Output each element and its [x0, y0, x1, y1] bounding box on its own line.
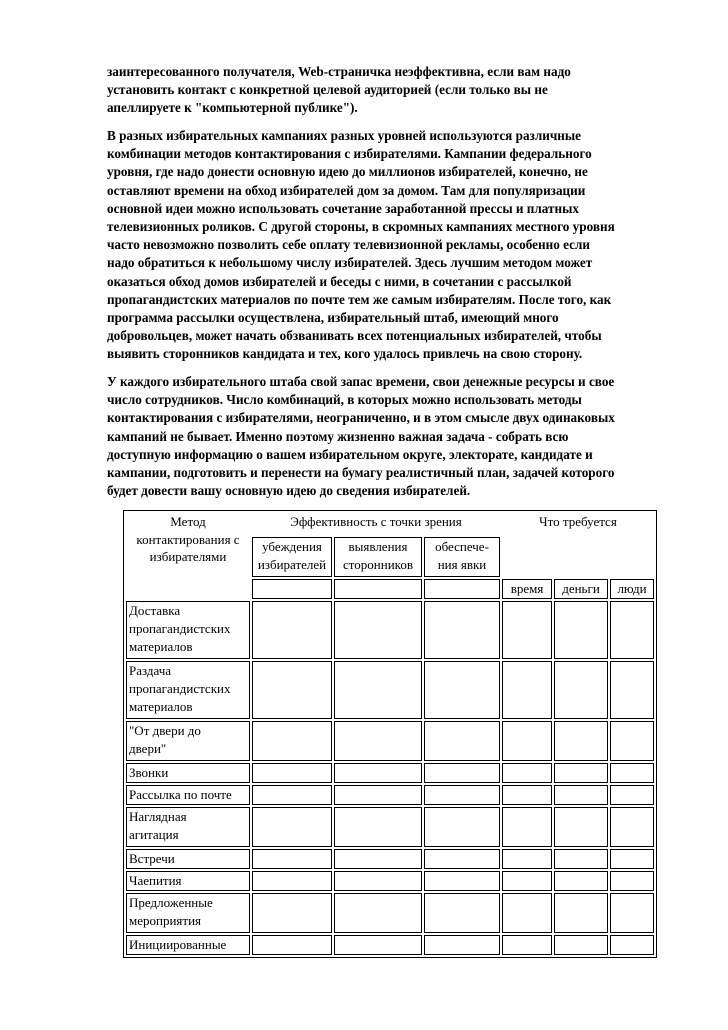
table-cell	[610, 935, 654, 955]
table-cell	[334, 849, 422, 869]
effectiveness-col-header: обеспече- ния явки	[424, 537, 500, 577]
row-label: Инициированные	[126, 935, 250, 955]
table-cell	[252, 763, 332, 783]
table-cell	[252, 721, 332, 761]
table-cell	[252, 849, 332, 869]
table-cell	[502, 871, 552, 891]
table-cell	[554, 721, 608, 761]
table-cell	[502, 807, 552, 847]
table-cell	[424, 871, 500, 891]
table-cell	[334, 935, 422, 955]
table-cell	[334, 763, 422, 783]
table-cell	[554, 871, 608, 891]
table-cell	[252, 871, 332, 891]
table-cell	[610, 721, 654, 761]
table-cell	[334, 601, 422, 659]
header-blank-cell	[424, 579, 500, 599]
requirements-col-header: люди	[610, 579, 654, 599]
table-cell	[502, 661, 552, 719]
requirements-header: Что требуется	[539, 514, 617, 529]
table-cell	[502, 935, 552, 955]
paragraph-3: У каждого избирательного штаба свой запас времени, свои денежные ресурсы и свое число сотрудников. Число комбинаций, в которых можно использовать методы контактирования с избирателями, неограниченно, и в этом смысле двух одинаковых кампаний не бывает. Именно поэтому жизненно важная задача - собрать всю доступную информацию о вашем избирательном округе, электорате, кандидате и кампании, подготовить и перенести на бумагу реалистичный план, задачей которого будет довести вашу основную идею до сведения избирателей.	[107, 374, 615, 499]
table-cell	[424, 763, 500, 783]
table-cell	[334, 893, 422, 933]
table-cell	[424, 807, 500, 847]
row-label: Встречи	[126, 849, 250, 869]
table-cell	[252, 807, 332, 847]
table-cell	[502, 849, 552, 869]
table-cell	[424, 661, 500, 719]
table-cell	[502, 763, 552, 783]
table-cell	[334, 661, 422, 719]
table-cell	[334, 807, 422, 847]
table-cell	[554, 807, 608, 847]
row-label: "От двери до двери"	[126, 721, 250, 761]
row-label: Чаепития	[126, 871, 250, 891]
table-cell	[554, 893, 608, 933]
method-header: Метод контактирования с избирателями	[136, 514, 240, 564]
header-blank-cell	[252, 579, 332, 599]
contact-methods-table	[123, 510, 657, 958]
table-cell	[502, 721, 552, 761]
row-label: Доставка пропагандистских материалов	[126, 601, 250, 659]
table-cell	[252, 661, 332, 719]
table-cell	[610, 849, 654, 869]
table-cell	[424, 893, 500, 933]
paragraph-2: В разных избирательных кампаниях разных уровней используются различные комбинации методов контактирования с избирателями. Кампании федерального уровня, где надо донести основную идею до миллионов избирателей, конечно, не оставляют времени на обход избирателей дом за домом. Там для популяризации основной идеи можно использовать сочетание заработанной прессы и платных телевизионных роликов. С другой стороны, в скромных кампаниях местного уровня часто невозможно позволить себе оплату телевизионной рекламы, особенно если надо обратиться к небольшому числу избирателей. Здесь лучшим методом может оказаться обход домов избирателей и беседы с ними, в сочетании с рассылкой пропагандистских материалов по почте тем же самым избирателям. После того, как программа рассылки осуществлена, избирательный штаб, имеющий много добровольцев, может начать обзванивать всех потенциальных избирателей, чтобы выявить сторонников кандидата и тех, кого удалось привлечь на свою сторону.	[107, 128, 615, 362]
table-cell	[334, 721, 422, 761]
table-cell	[334, 871, 422, 891]
table-cell	[554, 601, 608, 659]
table-cell	[610, 661, 654, 719]
table-cell	[252, 893, 332, 933]
table-cell	[610, 807, 654, 847]
table-cell	[502, 893, 552, 933]
table-cell	[252, 935, 332, 955]
table-cell	[610, 763, 654, 783]
requirements-col-header: время	[502, 579, 552, 599]
row-label: Наглядная агитация	[126, 807, 250, 847]
row-label: Предложенные мероприятия	[126, 893, 250, 933]
table-cell	[252, 601, 332, 659]
header-blank-cell	[334, 579, 422, 599]
table-cell	[610, 871, 654, 891]
table-cell	[424, 721, 500, 761]
requirements-col-header: деньги	[554, 579, 608, 599]
table-cell	[502, 785, 552, 805]
table-cell	[554, 785, 608, 805]
table-cell	[502, 601, 552, 659]
table-cell	[424, 935, 500, 955]
table-cell	[610, 601, 654, 659]
table-cell	[554, 763, 608, 783]
row-label: Раздача пропагандистских материалов	[126, 661, 250, 719]
table-cell	[252, 785, 332, 805]
row-label: Звонки	[126, 763, 250, 783]
table-cell	[554, 935, 608, 955]
effectiveness-col-header: выявления сторонников	[334, 537, 422, 577]
table-cell	[610, 785, 654, 805]
table-cell	[424, 849, 500, 869]
table-cell	[424, 601, 500, 659]
paragraph-1: заинтересованного получателя, Web-страничка неэффективна, если вам надо установить контакт с конкретной целевой аудиторией (если только вы не апеллируете к "компьютерной публике").	[107, 64, 571, 116]
table-cell	[424, 785, 500, 805]
effectiveness-col-header: убеждения избирателей	[252, 537, 332, 577]
row-label: Рассылка по почте	[126, 785, 250, 805]
table-cell	[610, 893, 654, 933]
table-cell	[554, 849, 608, 869]
effectiveness-header: Эффективность с точки зрения	[290, 514, 462, 529]
table-cell	[554, 661, 608, 719]
table-cell	[334, 785, 422, 805]
